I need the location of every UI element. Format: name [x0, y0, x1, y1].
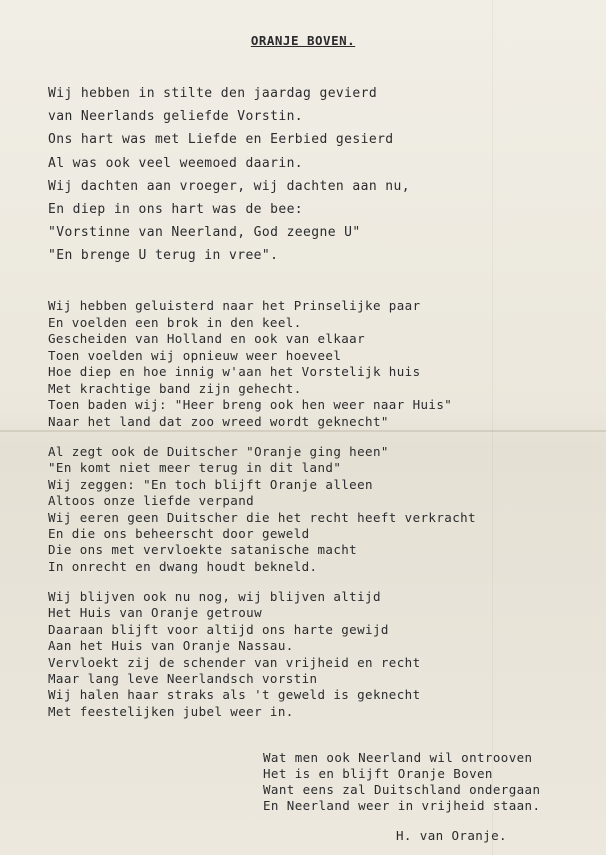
- verse-line: Want eens zal Duitschland ondergaan: [263, 782, 541, 797]
- stanza-4: [48, 589, 421, 720]
- verse-line: van Neerlands geliefde Vorstin.: [48, 109, 304, 125]
- verse-line: Naar het land dat zoo wreed wordt geknecht": [48, 413, 389, 429]
- verse-line: En voelden een brok in den keel.: [48, 314, 302, 330]
- paper-fold: [0, 430, 606, 432]
- verse-line: Wij hebben in stilte den jaardag gevierd: [48, 86, 378, 101]
- verse-line: Al zegt ook de Duitscher "Oranje ging heen": [48, 444, 389, 459]
- stanza-1: [48, 82, 410, 268]
- verse-line: Gescheiden van Holland en ook van elkaar: [48, 331, 366, 346]
- verse-line: "Vorstinne van Neerland, God zeegne U": [48, 225, 361, 241]
- verse-line: Toen baden wij: "Heer breng ook hen weer naar Huis": [48, 397, 453, 412]
- verse-line: Wij hebben geluisterd naar het Prinselijke paar: [48, 298, 421, 313]
- verse-line: Ons hart was met Liefde en Eerbied gesierd: [48, 132, 394, 148]
- verse-line: Al was ook veel weemoed daarin.: [48, 155, 304, 171]
- verse-line: Hoe diep en hoe innig w'aan het Vorstelijk huis: [48, 364, 421, 379]
- verse-line: Wij blijven ook nu nog, wij blijven altijd: [48, 589, 381, 604]
- paper-crease: [492, 0, 493, 855]
- verse-line: En diep in ons hart was de bee:: [48, 201, 304, 217]
- verse-line: Wat men ook Neerland wil ontrooven: [263, 750, 533, 765]
- verse-line: Het is en blijft Oranje Boven: [263, 766, 493, 781]
- verse-line: Wij dachten aan vroeger, wij dachten aan nu,: [48, 178, 410, 194]
- closing-stanza: [263, 750, 540, 814]
- verse-line: Het Huis van Oranje getrouw: [48, 605, 262, 621]
- verse-line: Wij halen haar straks als 't geweld is geknecht: [48, 687, 421, 703]
- verse-line: Met krachtige band zijn gehecht.: [48, 380, 302, 396]
- stanza-2: [48, 298, 452, 430]
- verse-line: "En brenge U terug in vree".: [48, 248, 279, 264]
- verse-line: Aan het Huis van Oranje Nassau.: [48, 638, 294, 654]
- verse-line: Wij eeren geen Duitscher die het recht heeft verkracht: [48, 509, 476, 525]
- verse-line: En Neerland weer in vrijheid staan.: [263, 798, 541, 813]
- verse-line: Altoos onze liefde verpand: [48, 493, 255, 509]
- poem-title: ORANJE BOVEN.: [250, 33, 356, 48]
- verse-line: Maar lang leve Neerlandsch vorstin: [48, 670, 318, 686]
- verse-line: Vervloekt zij de schender van vrijheid en recht: [48, 654, 421, 670]
- signature: H. van Oranje.: [396, 828, 507, 843]
- verse-line: Toen voelden wij opnieuw weer hoeveel: [48, 347, 342, 363]
- verse-line: Met feestelijken jubel weer in.: [48, 703, 294, 719]
- verse-line: Wij zeggen: "En toch blijft Oranje alleen: [48, 476, 373, 492]
- verse-line: "En komt niet meer terug in dit land": [48, 460, 342, 476]
- stanza-3: [48, 444, 476, 575]
- verse-line: En die ons beheerscht door geweld: [48, 525, 310, 541]
- verse-line: In onrecht en dwang houdt bekneld.: [48, 558, 318, 574]
- verse-line: Daaraan blijft voor altijd ons harte gewijd: [48, 621, 389, 637]
- verse-line: Die ons met vervloekte satanische macht: [48, 542, 358, 558]
